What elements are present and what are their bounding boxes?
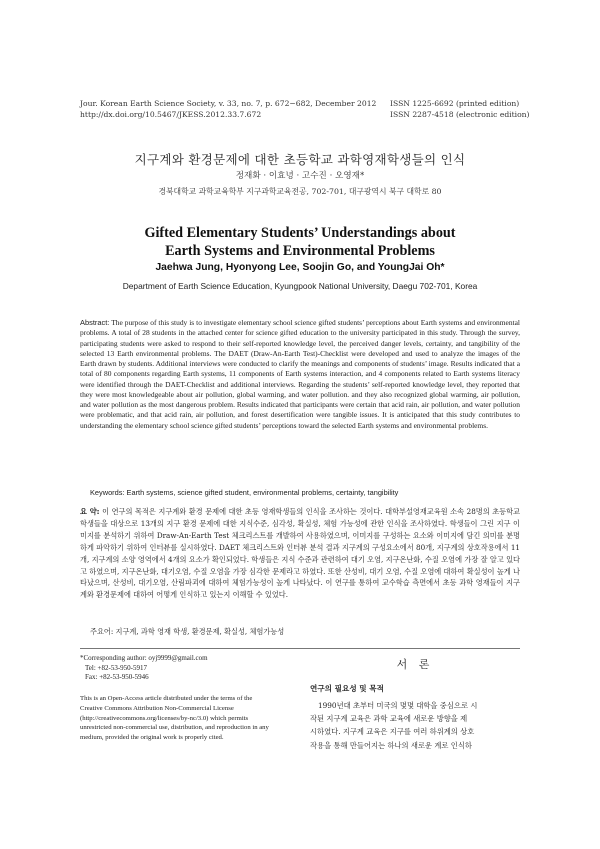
korean-keywords: 주요어: 지구계, 과학 영재 학생, 환경문제, 확실성, 체험가능성 [90,627,285,636]
abstract-text: The purpose of this study is to investigate elementary school science gifted students’ perceptions about Earth systems and environmental problems. A total of 28 students in the attached center for science gifted education to the university participated in this study. Through the survey, participating students were asked to respond to their self-reported knowledge level, the perceived danger levels, certainty, and tangibility of the selected 13 Earth environmental problems. The DAET (Draw-An-Earth Test)-Checklist were developed and used to analyze the images of the Earth drawn by students. Additional interviews were conducted to clarify the meanings and components of students’ image. Results indicated that a total of 80 components regarding Earth systems, 11 components of Earth systems interaction, and 4 components related to Earth systems literacy were identified through the DAET-Checklist and additional interviews. Regarding the students’ self-reported knowledge level, they reported that they were most knowledgeable about air pollution, global warming, and water pollution. and they also recognized global warming, air pollution, and water pollution as the most dangerous problem. Results indicated that participants were certain that acid rain, air pollution, and water pollution were problematic, and that acid rain, air pollution, and forest desertification were tangible issues. It is anticipated that this study contributes to understanding the elementary school science gifted students’ perceptions toward the selected Earth systems and environmental problems. [80,318,520,430]
license-note: This is an Open-Access article distributed under the terms of the Creative Commons Attribution Non-Commercial License (http://creativecommons.org/licenses/by-nc/3.0) which permits unrestricted non-commercial use, distribution, and reproduction in any medium, provided the original work is properly cited. [80,695,269,742]
issn-print: ISSN 1225-6692 (printed edition) [390,99,520,108]
section-title: 서 론 [396,658,434,671]
english-authors: Jaehwa Jung, Hyonyong Lee, Soojin Go, and YoungJai Oh* [155,262,445,273]
body-line: 작된 지구계 교육은 과학 교육에 새로운 방향을 제 [310,714,468,724]
divider [80,648,520,649]
abstract-label: Abstract: [80,318,110,327]
telephone: Tel: +82-53-950-5917 [85,663,147,672]
corresponding-footnote [80,654,280,683]
body-line: 작용을 통해 만들어지는 하나의 새로운 계로 인식하 [310,740,472,750]
abstract [80,318,520,431]
issn-header [390,98,530,120]
korean-abstract-text: 이 연구의 목적은 지구계와 환경 문제에 대한 초등 영재학생들의 인식을 조사하는 것이다. 대학부설영재교육원 소속 28명의 초등학교 학생들을 대상으로 13개의 지구 환경 문제에 대한 지식수준, 심각성, 확실성, 체험 가능성에 관한 인식을 조사하였다. 학생들이 그린 지구 이미지를 분석하기 위하여 Draw-An-Earth Test 체크리스트를 개발하여 사용하였으며, 이미지를 구성하는 요소와 이미지에 담긴 의미를 분명하게 파악하기 위하여 인터뷰를 실시하였다. DAET 체크리스트와 인터뷰 분석 결과 지구계의 구성요소에서 80개, 지구계의 상호작용에서 11개, 지구계의 소양 영역에서 4개의 요소가 확인되었다. 학생들은 지식 수준과 관련하여 대기 오염, 지구온난화, 수질 오염에 가장 잘 알고 있다고 하였으며, 지구온난화, 대기오염, 수질 오염을 가장 심각한 문제라고 하였다. 또한 산성비, 대기 오염, 수질 오염에 대하여 확실성이 높게 나타났으며, 산성비, 대기오염, 산림파괴에 대하여 체험가능성이 높게 나타났다. 이 연구를 통하여 교수학습 측면에서 초등 과학 영재들이 지구계와 환경문제에 대하여 어떻게 인식하고 있는지 이해할 수 있었다. [80,507,520,600]
body-line: 1990년대 초부터 미국의 몇몇 대학을 중심으로 시 [318,701,478,710]
introduction-body [310,699,520,752]
english-title [0,224,600,260]
doi-line: http://dx.doi.org/10.5467/JKESS.2012.33.7.672 [80,110,262,119]
subsection-title: 연구의 필요성 및 목적 [310,684,384,693]
korean-abstract [80,506,520,601]
body-line: 시하였다. 지구계 교육은 지구를 여러 하위계의 상호 [310,727,475,737]
english-title-line-2: Earth Systems and Environmental Problems [165,243,435,259]
citation-line: Jour. Korean Earth Science Society, v. 33, no. 7, p. 672−682, December 2012 [80,99,377,108]
korean-title: 지구계와 환경문제에 대한 초등학교 과학영재학생들의 인식 [134,152,466,167]
korean-authors: 정재화 · 이효녕 · 고수진 · 오영재* [235,171,365,181]
corresponding-author: *Corresponding author: oyj9999@gmail.com [80,654,208,662]
english-title-line-1: Gifted Elementary Students’ Understandings about [144,225,456,241]
korean-affiliation: 경북대학교 과학교육학부 지구과학교육전공, 702-701, 대구광역시 북구 대학로 80 [158,187,442,196]
english-affiliation: Department of Earth Science Education, Kyungpook National University, Daegu 702-701, Korea [122,281,478,291]
fax: Fax: +82-53-950-5946 [85,673,149,682]
keywords: Keywords: Earth systems, science gifted student, environmental problems, certainty, tangibility [90,488,399,497]
korean-abstract-label: 요 약: [80,507,100,516]
issn-electronic: ISSN 2287-4518 (electronic edition) [390,110,530,119]
journal-citation-header [80,98,376,120]
